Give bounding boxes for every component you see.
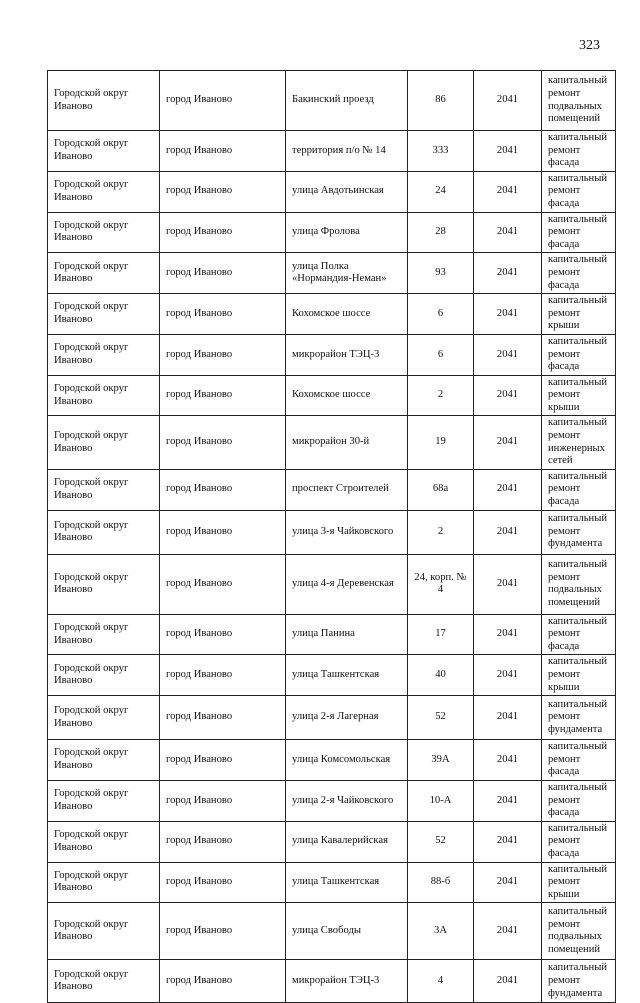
year-cell: 2041: [474, 469, 542, 510]
table-row: [48, 696, 616, 740]
house-number-cell: 10-А: [408, 780, 474, 821]
table-row: [48, 821, 616, 862]
year-cell: 2041: [474, 780, 542, 821]
district-cell: Городской округ Иваново: [48, 821, 160, 862]
district-cell: Городской округ Иваново: [48, 375, 160, 416]
work-type-cell: капитальный ремонт крыши: [542, 862, 616, 903]
table-row: [48, 416, 616, 469]
table-row: [48, 212, 616, 253]
district-cell: Городской округ Иваново: [48, 510, 160, 554]
district-cell: Городской округ Иваново: [48, 740, 160, 781]
district-cell: Городской округ Иваново: [48, 334, 160, 375]
street-cell: Кохомское шоссе: [286, 375, 408, 416]
street-cell: улица 2-я Лагерная: [286, 696, 408, 740]
table-row: [48, 740, 616, 781]
house-number-cell: 24: [408, 171, 474, 212]
city-cell: город Иваново: [160, 821, 286, 862]
year-cell: 2041: [474, 614, 542, 655]
city-cell: город Иваново: [160, 554, 286, 614]
table-row: [48, 375, 616, 416]
city-cell: город Иваново: [160, 294, 286, 335]
repair-schedule-body: [48, 71, 616, 1003]
work-type-cell: капитальный ремонт фасада: [542, 469, 616, 510]
street-cell: улица Комсомольская: [286, 740, 408, 781]
street-cell: Бакинский проезд: [286, 71, 408, 131]
year-cell: 2041: [474, 821, 542, 862]
street-cell: улица Панина: [286, 614, 408, 655]
district-cell: Городской округ Иваново: [48, 960, 160, 1003]
street-cell: территория п/о № 14: [286, 131, 408, 172]
year-cell: 2041: [474, 740, 542, 781]
table-row: [48, 171, 616, 212]
work-type-cell: капитальный ремонт подвальных помещений: [542, 71, 616, 131]
table-row: [48, 614, 616, 655]
work-type-cell: капитальный ремонт фасада: [542, 614, 616, 655]
street-cell: проспект Строителей: [286, 469, 408, 510]
year-cell: 2041: [474, 375, 542, 416]
city-cell: город Иваново: [160, 614, 286, 655]
city-cell: город Иваново: [160, 469, 286, 510]
street-cell: улица 4-я Деревенская: [286, 554, 408, 614]
work-type-cell: капитальный ремонт фундамента: [542, 696, 616, 740]
street-cell: улица Полка «Нормандия-Неман»: [286, 253, 408, 294]
district-cell: Городской округ Иваново: [48, 614, 160, 655]
house-number-cell: 39А: [408, 740, 474, 781]
work-type-cell: капитальный ремонт фасада: [542, 780, 616, 821]
city-cell: город Иваново: [160, 375, 286, 416]
house-number-cell: 6: [408, 294, 474, 335]
district-cell: Городской округ Иваново: [48, 212, 160, 253]
city-cell: город Иваново: [160, 171, 286, 212]
table-row: [48, 780, 616, 821]
work-type-cell: капитальный ремонт фасада: [542, 334, 616, 375]
table-row: [48, 903, 616, 960]
year-cell: 2041: [474, 171, 542, 212]
house-number-cell: 19: [408, 416, 474, 469]
work-type-cell: капитальный ремонт подвальных помещений: [542, 554, 616, 614]
work-type-cell: капитальный ремонт фасада: [542, 821, 616, 862]
year-cell: 2041: [474, 71, 542, 131]
year-cell: 2041: [474, 903, 542, 960]
table-row: [48, 469, 616, 510]
city-cell: город Иваново: [160, 655, 286, 696]
work-type-cell: капитальный ремонт фасада: [542, 131, 616, 172]
page-number: 323: [579, 38, 600, 53]
city-cell: город Иваново: [160, 960, 286, 1003]
house-number-cell: 52: [408, 821, 474, 862]
street-cell: Кохомское шоссе: [286, 294, 408, 335]
district-cell: Городской округ Иваново: [48, 469, 160, 510]
table-row: [48, 294, 616, 335]
street-cell: микрорайон ТЭЦ-3: [286, 334, 408, 375]
table-row: [48, 655, 616, 696]
district-cell: Городской округ Иваново: [48, 294, 160, 335]
street-cell: улица Свободы: [286, 903, 408, 960]
year-cell: 2041: [474, 960, 542, 1003]
district-cell: Городской округ Иваново: [48, 416, 160, 469]
house-number-cell: 93: [408, 253, 474, 294]
district-cell: Городской округ Иваново: [48, 131, 160, 172]
district-cell: Городской округ Иваново: [48, 171, 160, 212]
street-cell: улица Фролова: [286, 212, 408, 253]
work-type-cell: капитальный ремонт фасада: [542, 212, 616, 253]
district-cell: Городской округ Иваново: [48, 71, 160, 131]
house-number-cell: 3А: [408, 903, 474, 960]
work-type-cell: капитальный ремонт инженерных сетей: [542, 416, 616, 469]
year-cell: 2041: [474, 416, 542, 469]
house-number-cell: 333: [408, 131, 474, 172]
house-number-cell: 68а: [408, 469, 474, 510]
year-cell: 2041: [474, 131, 542, 172]
table-row: [48, 510, 616, 554]
work-type-cell: капитальный ремонт фасада: [542, 740, 616, 781]
table-row: [48, 131, 616, 172]
year-cell: 2041: [474, 696, 542, 740]
city-cell: город Иваново: [160, 71, 286, 131]
city-cell: город Иваново: [160, 740, 286, 781]
house-number-cell: 24, корп. № 4: [408, 554, 474, 614]
work-type-cell: капитальный ремонт крыши: [542, 294, 616, 335]
house-number-cell: 52: [408, 696, 474, 740]
work-type-cell: капитальный ремонт фасада: [542, 171, 616, 212]
house-number-cell: 88-б: [408, 862, 474, 903]
table-row: [48, 334, 616, 375]
repair-schedule-table: [47, 70, 616, 1003]
street-cell: микрорайон ТЭЦ-3: [286, 960, 408, 1003]
house-number-cell: 86: [408, 71, 474, 131]
district-cell: Городской округ Иваново: [48, 253, 160, 294]
work-type-cell: капитальный ремонт фундамента: [542, 510, 616, 554]
district-cell: Городской округ Иваново: [48, 554, 160, 614]
year-cell: 2041: [474, 655, 542, 696]
table-row: [48, 862, 616, 903]
work-type-cell: капитальный ремонт фасада: [542, 253, 616, 294]
house-number-cell: 40: [408, 655, 474, 696]
district-cell: Городской округ Иваново: [48, 903, 160, 960]
year-cell: 2041: [474, 294, 542, 335]
house-number-cell: 6: [408, 334, 474, 375]
district-cell: Городской округ Иваново: [48, 780, 160, 821]
table-row: [48, 554, 616, 614]
street-cell: улица 3-я Чайковского: [286, 510, 408, 554]
year-cell: 2041: [474, 510, 542, 554]
street-cell: улица Авдотьинская: [286, 171, 408, 212]
year-cell: 2041: [474, 554, 542, 614]
work-type-cell: капитальный ремонт крыши: [542, 655, 616, 696]
city-cell: город Иваново: [160, 212, 286, 253]
house-number-cell: 17: [408, 614, 474, 655]
city-cell: город Иваново: [160, 416, 286, 469]
work-type-cell: капитальный ремонт подвальных помещений: [542, 903, 616, 960]
city-cell: город Иваново: [160, 696, 286, 740]
street-cell: микрорайон 30-й: [286, 416, 408, 469]
work-type-cell: капитальный ремонт фундамента: [542, 960, 616, 1003]
year-cell: 2041: [474, 253, 542, 294]
street-cell: улица 2-я Чайковского: [286, 780, 408, 821]
house-number-cell: 2: [408, 375, 474, 416]
table-row: [48, 253, 616, 294]
year-cell: 2041: [474, 334, 542, 375]
street-cell: улица Кавалерийская: [286, 821, 408, 862]
district-cell: Городской округ Иваново: [48, 696, 160, 740]
city-cell: город Иваново: [160, 253, 286, 294]
house-number-cell: 2: [408, 510, 474, 554]
street-cell: улица Ташкентская: [286, 862, 408, 903]
street-cell: улица Ташкентская: [286, 655, 408, 696]
year-cell: 2041: [474, 862, 542, 903]
table-row: [48, 960, 616, 1003]
city-cell: город Иваново: [160, 903, 286, 960]
city-cell: город Иваново: [160, 862, 286, 903]
table-row: [48, 71, 616, 131]
city-cell: город Иваново: [160, 131, 286, 172]
district-cell: Городской округ Иваново: [48, 862, 160, 903]
city-cell: город Иваново: [160, 510, 286, 554]
house-number-cell: 28: [408, 212, 474, 253]
house-number-cell: 4: [408, 960, 474, 1003]
city-cell: город Иваново: [160, 780, 286, 821]
city-cell: город Иваново: [160, 334, 286, 375]
district-cell: Городской округ Иваново: [48, 655, 160, 696]
work-type-cell: капитальный ремонт крыши: [542, 375, 616, 416]
year-cell: 2041: [474, 212, 542, 253]
